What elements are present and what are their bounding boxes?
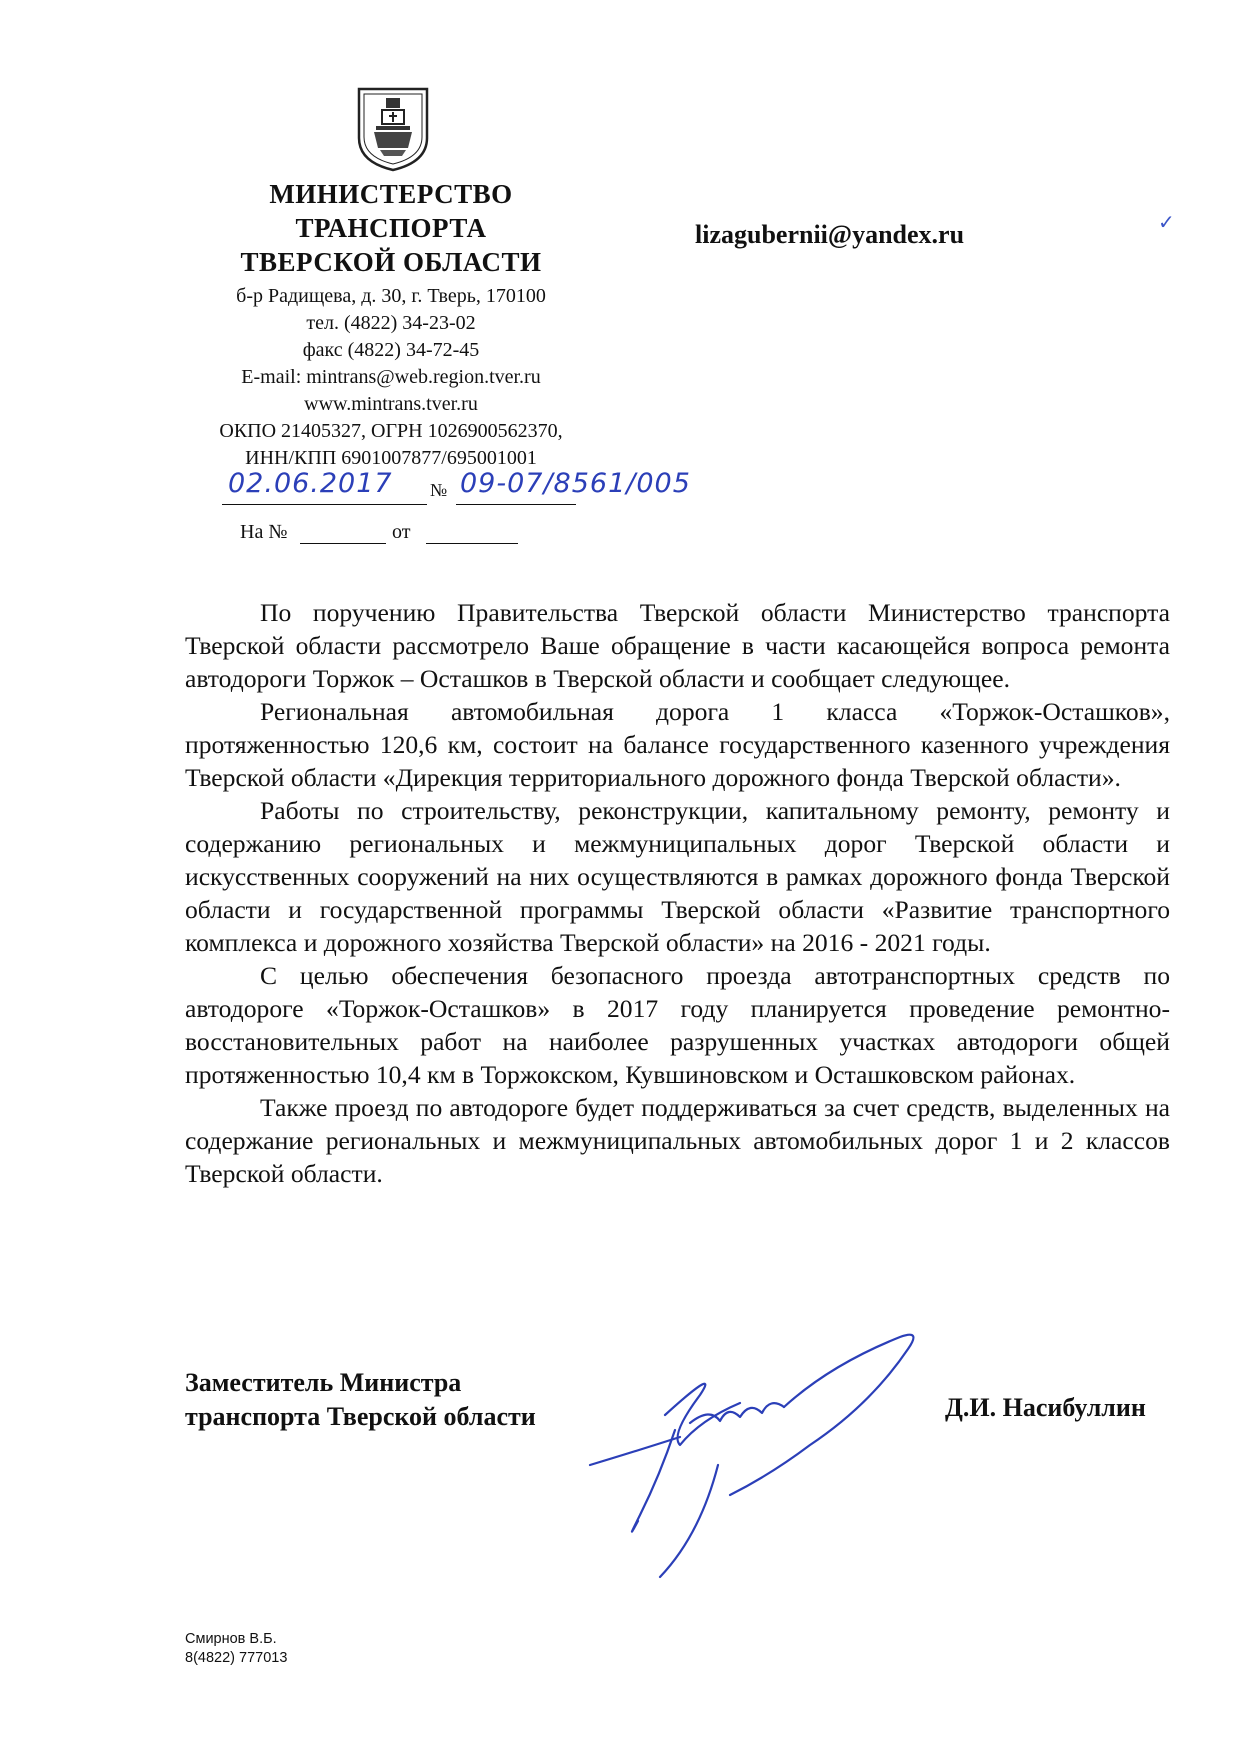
body-paragraph: С целью обеспечения безопасного проезда автотранспортных средств по автодороге «Торжок-Осташков» в 2017 году планируется проведение ремонтно-восстановительных работ на наиболее разрушенных участках автодороги общей протяженностью 10,4 км в Торжокском, Кувшиновском и Осташковском районах. [185, 961, 1170, 1089]
org-name-line-3: ТВЕРСКОЙ ОБЛАСТИ [240, 247, 542, 277]
reference-number-label: На № [240, 521, 288, 543]
body-paragraph: По поручению Правительства Тверской области Министерство транспорта Тверской области рассмотрело Ваше обращение в части касающейся вопроса ремонта автодороги Торжок – Осташков в Тверской области и сообщает следующее. [185, 598, 1170, 693]
reference-date-label: от [392, 521, 411, 543]
date-underline [222, 504, 427, 505]
org-name-line-2: ТРАНСПОРТА [295, 213, 487, 243]
reference-number-blank [300, 543, 386, 544]
signer-name: Д.И. Насибуллин [945, 1393, 1146, 1422]
org-phone: тел. (4822) 34-23-02 [306, 312, 476, 334]
registration-date: 02.06.2017 [228, 468, 393, 499]
org-address: б-р Радищева, д. 30, г. Тверь, 170100 [236, 285, 546, 307]
number-underline [456, 504, 576, 505]
org-name-line-1: МИНИСТЕРСТВО [269, 179, 513, 209]
org-email: E-mail: mintrans@web.region.tver.ru [241, 366, 541, 388]
executor-phone: 8(4822) 777013 [185, 1650, 288, 1666]
org-fax: факс (4822) 34-72-45 [302, 339, 480, 361]
registration-line [222, 468, 742, 512]
reference-line [240, 521, 540, 549]
org-inn: ИНН/КПП 6901007877/695001001 [245, 447, 537, 469]
executor-name: Смирнов В.Б. [185, 1631, 277, 1647]
letter-body [185, 596, 1170, 1190]
reference-date-blank [426, 543, 518, 544]
coat-of-arms-icon [356, 86, 430, 172]
body-paragraph: Работы по строительству, реконструкции, капитальному ремонту, ремонту и содержанию региональных и межмуниципальных дорог Тверской области и искусственных сооружений на них осуществляются в рамках дорожного фонда Тверской области и государственной программы Тверской области «Развитие транспортного комплекса и дорожного хозяйства Тверской области» на 2016 - 2021 годы. [185, 796, 1170, 957]
body-paragraph: Региональная автомобильная дорога 1 класса «Торжок-Осташков», протяженностью 120,6 км, состоит на балансе государственного казенного учреждения Тверской области «Дирекция территориального дорожного фонда Тверской области». [185, 697, 1170, 792]
body-paragraph: Также проезд по автодороге будет поддерживаться за счет средств, выделенных на содержание региональных и межмуниципальных автомобильных дорог 1 и 2 классов Тверской области. [185, 1093, 1170, 1188]
signer-title-line-2: транспорта Тверской области [185, 1402, 536, 1431]
registration-number-label: № [430, 480, 448, 500]
signer-title-line-1: Заместитель Министра [185, 1368, 462, 1397]
registration-number: 09-07/8561/005 [460, 468, 691, 499]
addressee-email: lizagubernii@yandex.ru [695, 220, 965, 249]
handwritten-signature [570, 1325, 950, 1585]
checkmark-icon: ✓ [1158, 210, 1175, 234]
org-website: www.mintrans.tver.ru [304, 393, 478, 415]
org-codes: ОКПО 21405327, ОГРН 1026900562370, [219, 420, 563, 442]
